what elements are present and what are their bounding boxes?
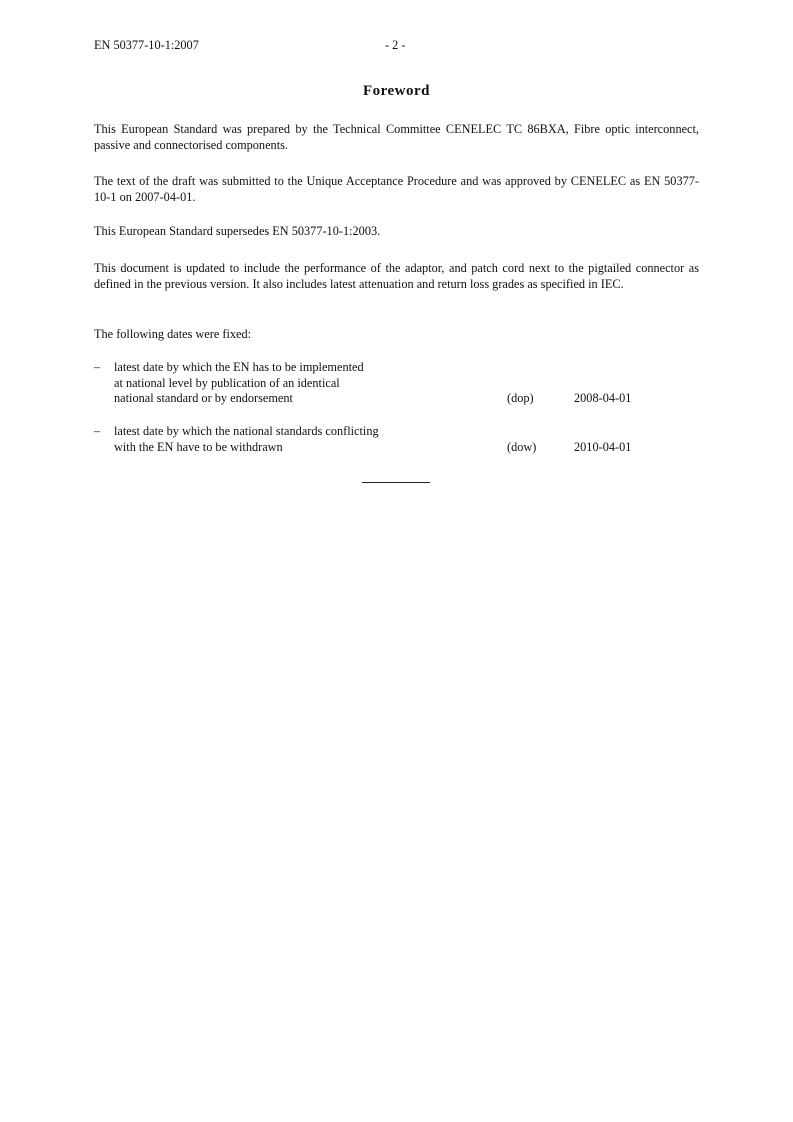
date-item-description xyxy=(114,360,414,407)
description-line: national standard or by endorsement xyxy=(114,391,293,405)
date-abbreviation: (dop) xyxy=(507,391,534,405)
description-line: latest date by which the EN has to be implemented xyxy=(114,360,364,374)
paragraph-supersedes: This European Standard supersedes EN 50377-10-1:2003. xyxy=(94,224,381,238)
description-line: latest date by which the national standards conflicting xyxy=(114,424,379,438)
list-dash: – xyxy=(94,360,101,374)
description-line: with the EN have to be withdrawn xyxy=(114,439,283,454)
date-value: 2008-04-01 xyxy=(574,391,632,405)
date-item-description xyxy=(114,424,414,455)
description-line: at national level by publication of an identical xyxy=(114,375,340,390)
paragraph-committee: This European Standard was prepared by the Technical Committee CENELEC TC 86BXA, Fibre optic interconnect, passive and connectorised components. xyxy=(94,122,699,152)
date-value: 2010-04-01 xyxy=(574,440,632,454)
end-rule-divider xyxy=(362,482,430,483)
header-document-id: EN 50377-10-1:2007 xyxy=(94,38,199,52)
header-page-number: - 2 - xyxy=(385,38,406,52)
list-dash: – xyxy=(94,424,101,438)
page-title: Foreword xyxy=(362,83,431,99)
date-abbreviation: (dow) xyxy=(507,440,537,454)
paragraph-update: This document is updated to include the performance of the adaptor, and patch cord next to the pigtailed connector as defined in the previous version. It also includes latest attenuation and return loss grades as specified in IEC. xyxy=(94,261,699,291)
paragraph-approval: The text of the draft was submitted to the Unique Acceptance Procedure and was approved by CENELEC as EN 50377-10-1 on 2007-04-01. xyxy=(94,174,699,204)
paragraph-dates-intro: The following dates were fixed: xyxy=(94,327,252,341)
